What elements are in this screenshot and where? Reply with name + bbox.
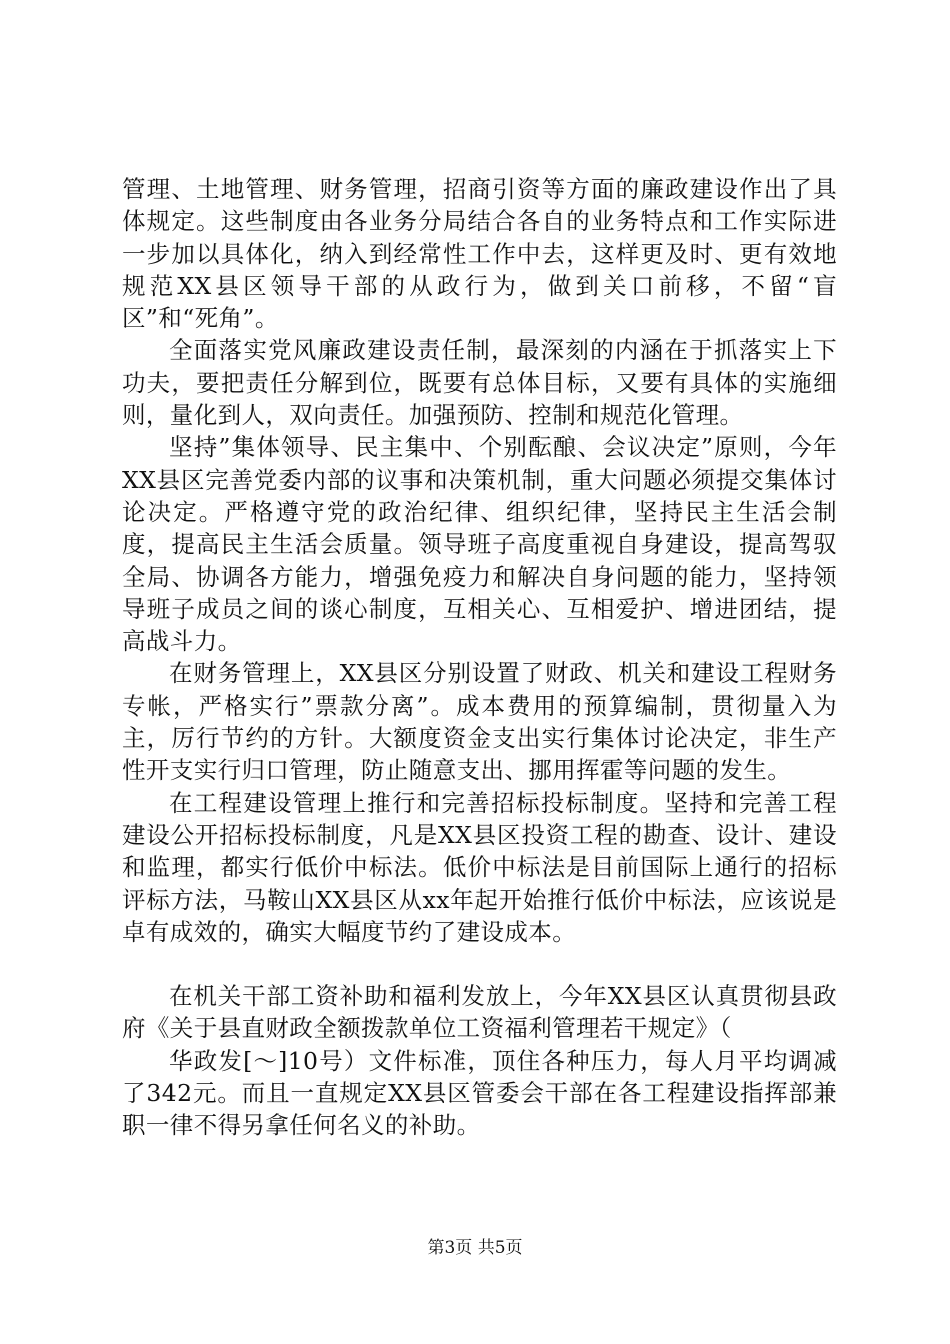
paragraph-1: 管理、土地管理、财务管理，招商引资等方面的廉政建设作出了具体规定。这些制度由各业务分局结合各自的业务特点和工作实际进一步加以具体化，纳入到经常性工作中去，这样更及时、更有效地规范XX县区领导干部的从政行为，做到关口前移，不留“盲区”和“死角”。: [122, 175, 837, 333]
paragraph-3: 坚持”集体领导、民主集中、个别酝酿、会议决定”原则，今年XX县区完善党委内部的议事和决策机制，重大问题必须提交集体讨论决定。严格遵守党的政治纪律、组织纪律，坚持民主生活会制度，提高民主生活会质量。领导班子高度重视自身建设，提高驾驭全局、协调各方能力，增强免疫力和解决自身问题的能力，坚持领导班子成员之间的谈心制度，互相关心、互相爱护、增进团结，提高战斗力。: [122, 433, 837, 656]
paragraph-2: 全面落实党风廉政建设责任制，最深刻的内涵在于抓落实上下功夫，要把责任分解到位，既要有总体目标，又要有具体的实施细则，量化到人，双向责任。加强预防、控制和规范化管理。: [122, 336, 837, 430]
paragraph-6: 在机关干部工资补助和福利发放上，今年XX县区认真贯彻县政府《关于县直财政全额拨款单位工资福利管理若干规定》（: [122, 982, 837, 1043]
paragraph-4: 在财务管理上，XX县区分别设置了财政、机关和建设工程财务专帐，严格实行”票款分离”。成本费用的预算编制，贯彻量入为主，厉行节约的方针。大额度资金支出实行集体讨论决定，非生产性开支实行归口管理，防止随意支出、挪用挥霍等问题的发生。: [122, 659, 837, 785]
page-footer: [0, 1238, 950, 1258]
paragraph-5: 在工程建设管理上推行和完善招标投标制度。坚持和完善工程建设公开招标投标制度，凡是XX县区投资工程的勘查、设计、建设和监理，都实行低价中标法。低价中标法是目前国际上通行的招标评标方法，马鞍山XX县区从xx年起开始推行低价中标法，应该说是卓有成效的，确实大幅度节约了建设成本。: [122, 788, 837, 946]
paragraph-7: 华政发[～]10号）文件标准，顶住各种压力，每人月平均调减了342元。而且一直规定XX县区管委会干部在各工程建设指挥部兼职一律不得另拿任何名义的补助。: [122, 1046, 837, 1140]
page-number-label: 第3页 共5页: [427, 1238, 523, 1258]
paragraph-spacer: [122, 948, 837, 980]
document-body: [122, 173, 837, 1142]
